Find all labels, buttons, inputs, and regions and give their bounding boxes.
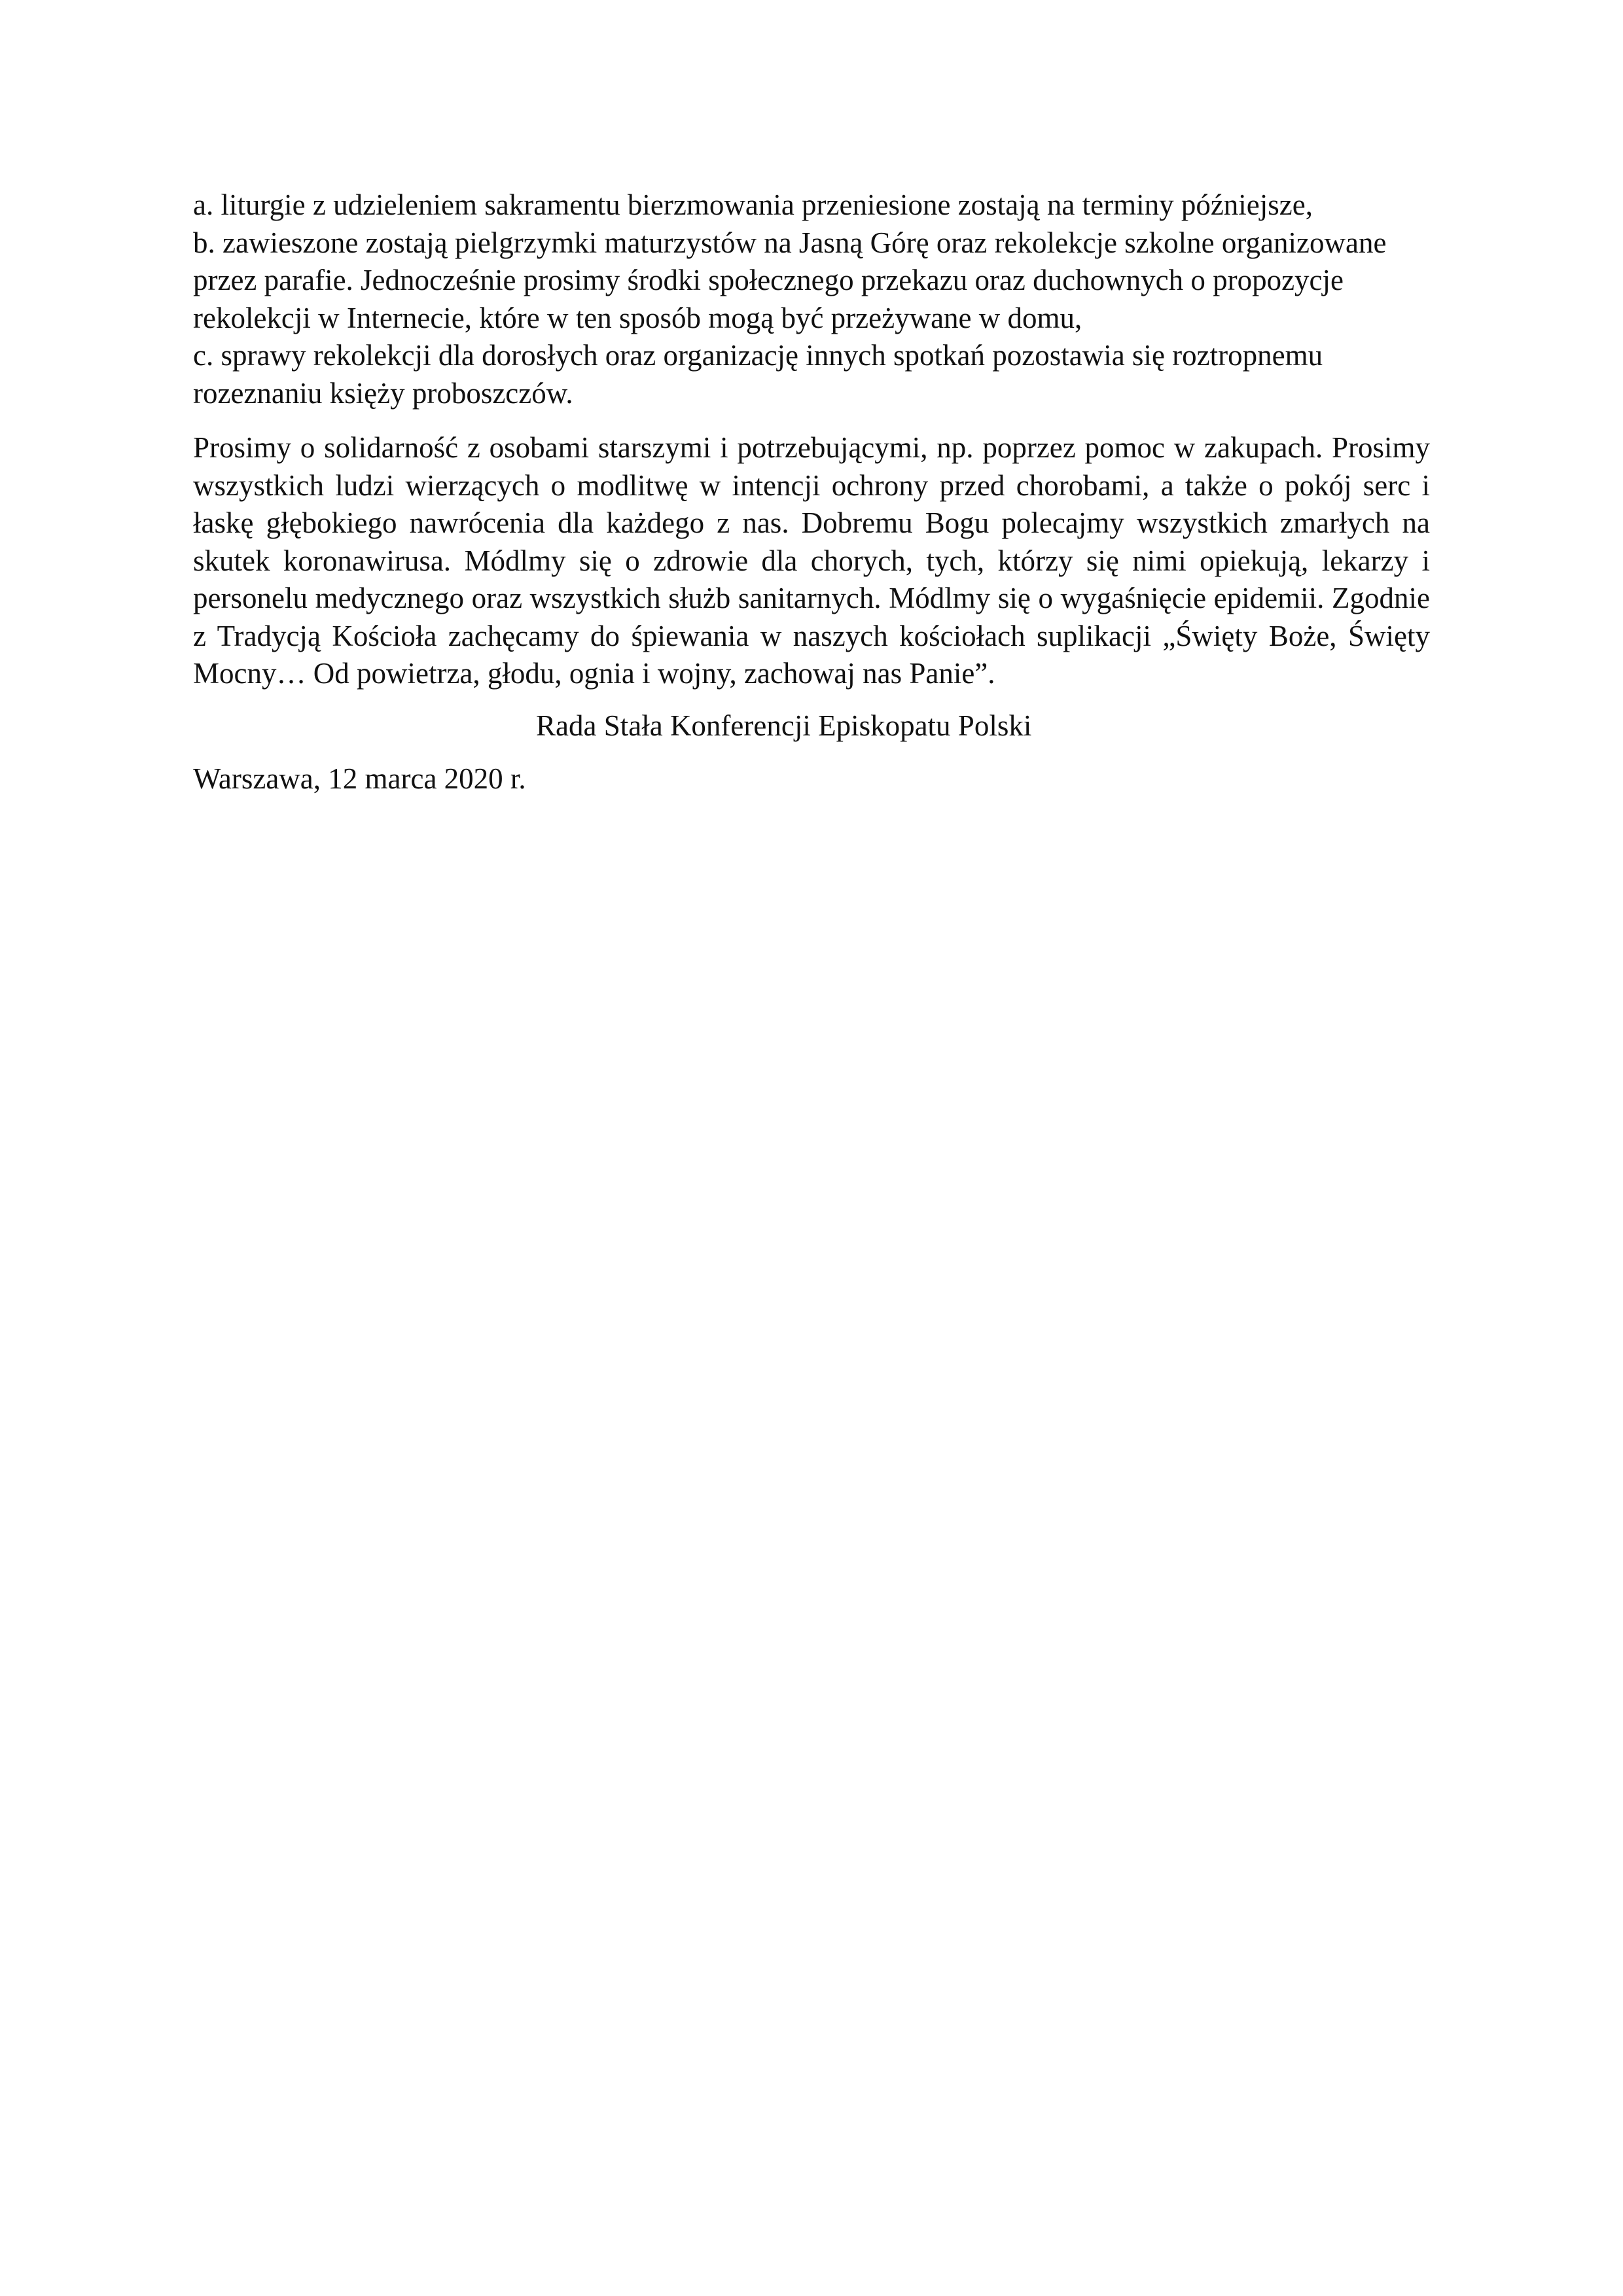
- list-item-b: b. zawieszone zostają pielgrzymki maturzystów na Jasną Górę oraz rekolekcje szkolne organizowane przez parafie. Jednocześnie prosimy środki społecznego przekazu oraz duchownych o propozycje rekolekcji w Internecie, które w ten sposób mogą być przeżywane w domu,: [193, 226, 1387, 334]
- list-item-c: c. sprawy rekolekcji dla dorosłych oraz organizację innych spotkań pozostawia się roztropnemu rozeznaniu księży proboszczów.: [193, 339, 1323, 410]
- place-date-line: Warszawa, 12 marca 2020 r.: [193, 762, 526, 795]
- list-item-a: a. liturgie z udzieleniem sakramentu bierzmowania przeniesione zostają na terminy późniejsze,: [193, 188, 1313, 221]
- signature-line: Rada Stała Konferencji Episkopatu Polski: [536, 709, 1032, 742]
- document-body: [193, 186, 1430, 798]
- body-paragraph: Prosimy o solidarność z osobami starszymi i potrzebującymi, np. poprzez pomoc w zakupach. Prosimy wszystkich ludzi wierzących o modlitwę w intencji ochrony przed chorobami, a także o pokój serc i łaskę głębokiego nawrócenia dla każdego z nas. Dobremu Bogu polecajmy wszystkich zmarłych na skutek koronawirusa. Módlmy się o zdrowie dla chorych, tych, którzy się nimi opiekują, lekarzy i personelu medycznego oraz wszystkich służb sanitarnych. Módlmy się o wygaśnięcie epidemii. Zgodnie z Tradycją Kościoła zachęcamy do śpiewania w naszych kościołach suplikacji „Święty Boże, Święty Mocny… Od powietrza, głodu, ognia i wojny, zachowaj nas Panie”.: [193, 431, 1430, 690]
